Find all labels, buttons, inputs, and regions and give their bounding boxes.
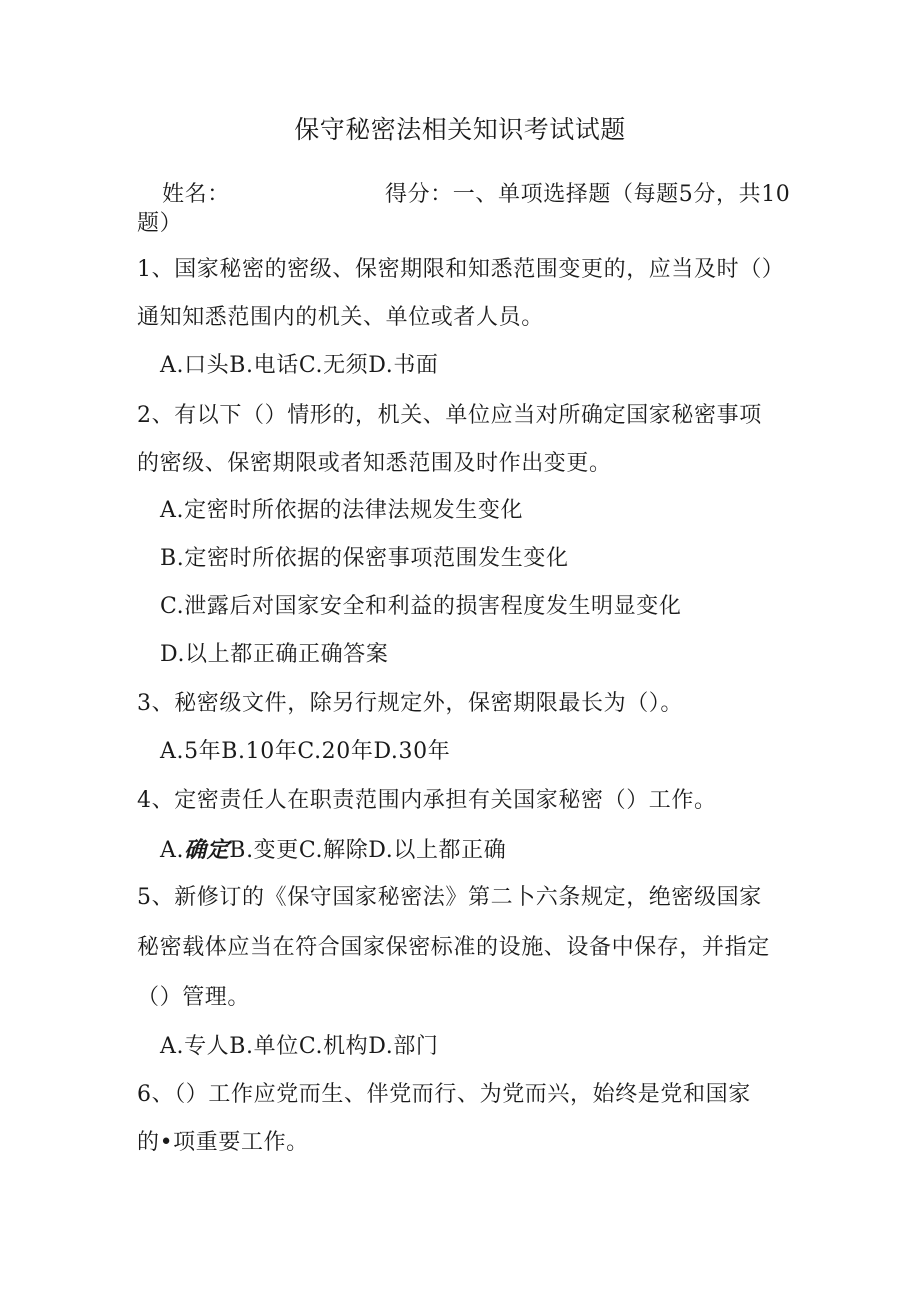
option-prefix: A. [160,838,185,863]
question-6-line-1: 6、（）工作应党而生、伴党而行、为党而兴，始终是党和国家 [137,1082,751,1107]
option-rest: B.变更C.解除D.以上都正确 [229,838,507,863]
section-heading-continued: 题） [137,211,183,236]
question-5-line-3: （）管理。 [137,985,251,1010]
question-6-line-2: 的•项重要工作。 [137,1130,309,1155]
question-5-options: A.专人B.单位C.机构D.部门 [160,1034,439,1059]
option-emphasis: 确定 [184,837,230,863]
question-2-line-1: 2、有以下（）情形的，机关、单位应当对所确定国家秘密事项 [137,403,762,428]
question-4-line-1: 4、定密责任人在职责范围内承担有关国家秘密（）工作。 [137,788,717,813]
question-3-line-1: 3、秘密级文件，除另行规定外，保密期限最长为（）。 [137,691,683,716]
question-5-line-1: 5、新修订的《保守国家秘密法》第二卜六条规定，绝密级国家 [137,885,762,910]
question-3-options: A.5年B.10年C.20年D.30年 [160,739,451,764]
question-2-line-2: 的密级、保密期限或者知悉范围及时作出变更。 [137,451,612,476]
question-1-options: A.口头B.电话C.无须D.书面 [160,353,439,378]
question-1-line-1: 1、国家秘密的密级、保密期限和知悉范围变更的，应当及时（） [137,257,785,282]
document-title: 保守秘密法相关知识考试试题 [294,115,626,144]
question-1-line-2: 通知知悉范围内的机关、单位或者人员。 [137,305,544,330]
question-2-option-d: D.以上都正确正确答案 [160,642,389,667]
name-label: 姓名： [162,182,230,207]
score-and-section-heading: 得分：一、单项选择题（每题5分，共10 [385,182,791,207]
question-5-line-2: 秘密载体应当在符合国家保密标准的设施、设备中保存，并指定 [137,935,770,960]
question-2-option-b: B.定密时所依据的保密事项范围发生变化 [160,546,569,571]
question-2-option-a: A.定密时所依据的法律法规发生变化 [160,498,524,523]
question-4-options [160,835,506,866]
question-2-option-c: C.泄露后对国家安全和利益的损害程度发生明显变化 [160,594,682,619]
